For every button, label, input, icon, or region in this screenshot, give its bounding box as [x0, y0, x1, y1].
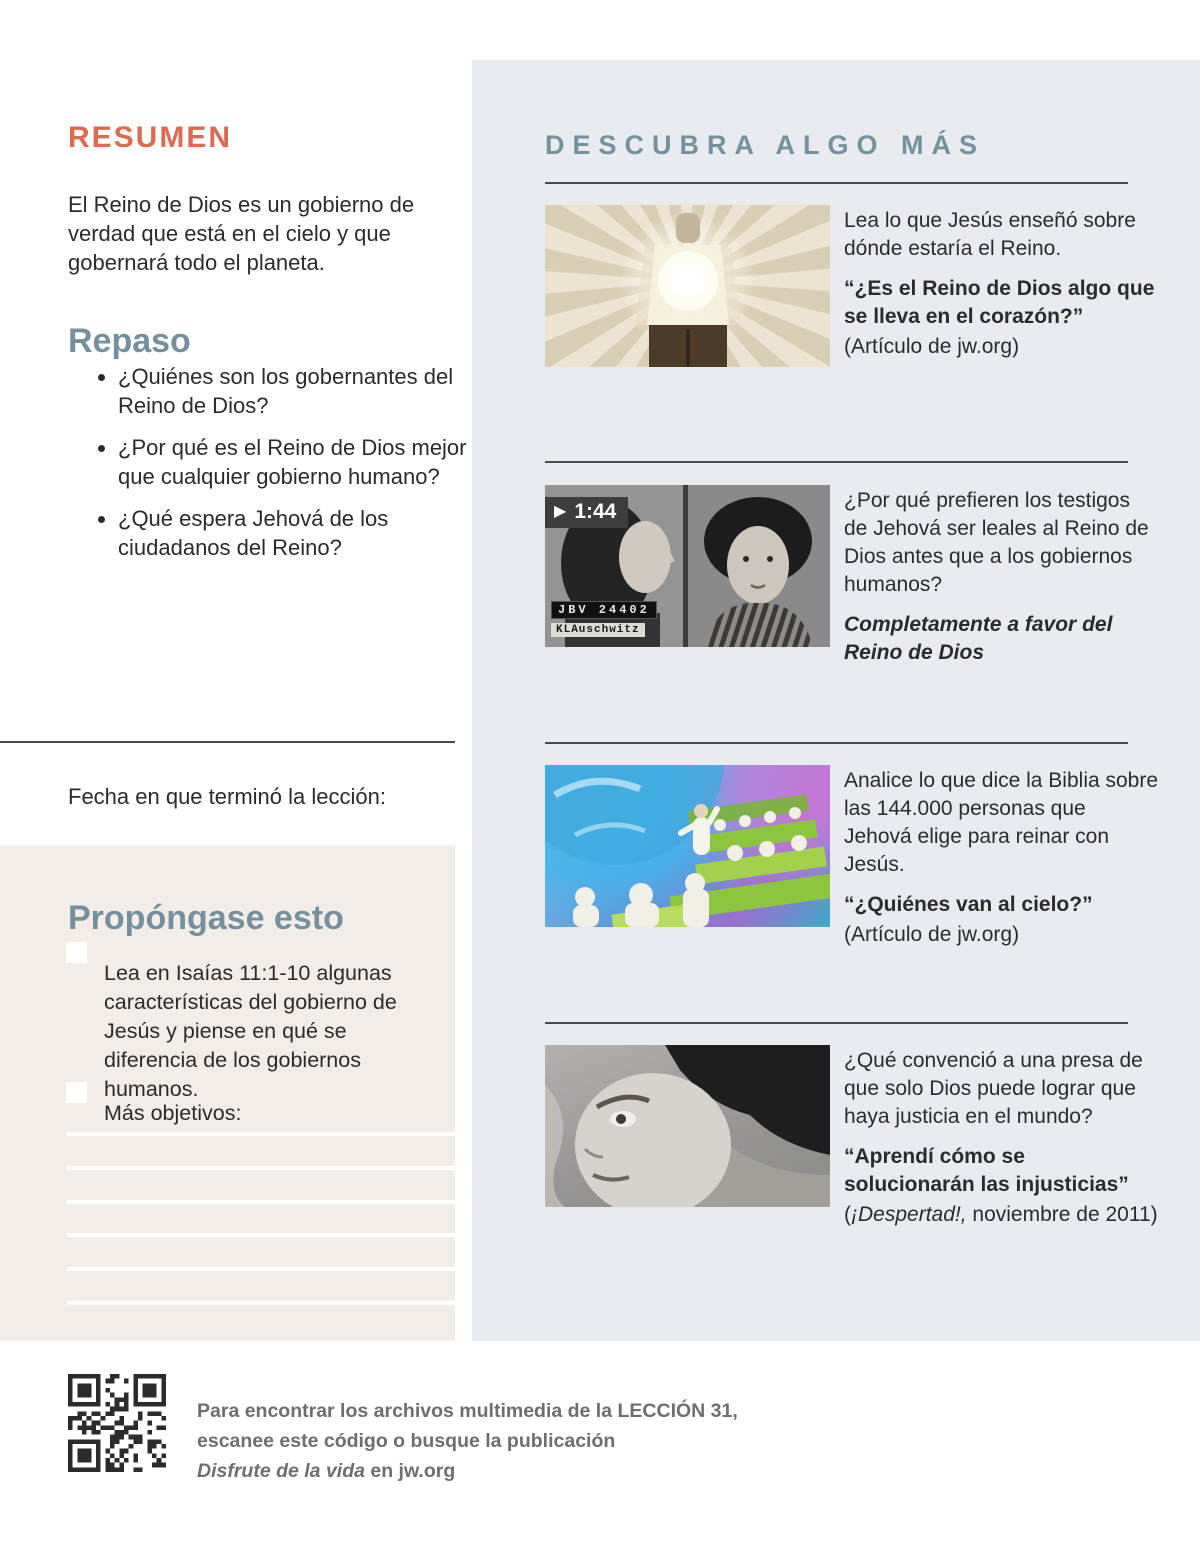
article-title[interactable]: “¿Quiénes van al cielo?”: [844, 893, 1093, 916]
woman-portrait-thumbnail[interactable]: [545, 1045, 830, 1207]
write-in-line[interactable]: [67, 1132, 455, 1136]
write-in-line[interactable]: [67, 1233, 455, 1237]
goals-title: Propóngase esto: [68, 899, 344, 938]
video-title[interactable]: Completamente a favor del Reino de Dios: [844, 613, 1113, 664]
divider: [0, 741, 455, 743]
footer-line: Para encontrar los archivos multimedia de la LECCIÓN 31,: [197, 1400, 738, 1422]
play-icon: ▶: [554, 503, 567, 520]
divider: [545, 1022, 1128, 1024]
lesson-completed-date-label: Fecha en que terminó la lección:: [68, 784, 386, 809]
item-text: [844, 767, 1159, 949]
heaven-thrones-thumbnail[interactable]: [545, 765, 830, 927]
repaso-list: [92, 362, 468, 575]
item-source: (¡Despertad!, noviembre de 2011): [844, 1203, 1158, 1226]
divider: [545, 461, 1128, 463]
prisoner-number-plate: JBV 24402: [551, 601, 657, 619]
item-lead: ¿Qué convenció a una presa de que solo Dios puede lograr que haya justicia en el mundo?: [844, 1049, 1143, 1128]
glowing-heart-man-illustration: [545, 205, 830, 367]
write-in-line[interactable]: [67, 1301, 455, 1305]
resumen-text: El Reino de Dios es un gobierno de verdad que está en el cielo y que gobernará todo el planeta.: [68, 192, 415, 275]
descubra-panel: [472, 60, 1200, 1341]
item-source: (Artículo de jw.org): [844, 923, 1020, 946]
article-title[interactable]: “Aprendí cómo se solucionarán las injusticias”: [844, 1145, 1129, 1196]
video-duration: 1:44: [574, 500, 617, 523]
repaso-item: • ¿Quiénes son los gobernantes del Reino de Dios?: [118, 362, 468, 420]
item-lead: Analice lo que dice la Biblia sobre las 144.000 personas que Jehová elige para reinar con Jesús.: [844, 769, 1159, 876]
publication-name: Disfrute de la vida: [197, 1460, 365, 1482]
write-in-line[interactable]: [67, 1200, 455, 1204]
goal-item: Más objetivos:: [104, 1100, 242, 1125]
item-text: [844, 487, 1159, 669]
divider: [545, 742, 1128, 744]
item-text: [844, 207, 1159, 361]
goal-checkbox[interactable]: [66, 942, 87, 963]
video-thumbnail-mugshots[interactable]: [545, 485, 830, 647]
goals-section: [0, 845, 455, 1341]
repaso-item: • ¿Por qué es el Reino de Dios mejor que cualquier gobierno humano?: [118, 433, 468, 491]
descubra-title: DESCUBRA ALGO MÁS: [545, 130, 986, 161]
footer-line: Disfrute de la vida en jw.org: [197, 1460, 456, 1482]
item-text: [844, 1047, 1159, 1229]
publication-name: ¡Despertad!,: [851, 1203, 967, 1226]
camp-name-plate: KLAuschwitz: [551, 623, 645, 637]
write-in-line[interactable]: [67, 1166, 455, 1170]
heavenly-thrones-illustration: [545, 765, 830, 927]
repaso-item: • ¿Qué espera Jehová de los ciudadanos del Reino?: [118, 504, 468, 562]
footer-instructions: [197, 1396, 738, 1486]
article-title[interactable]: “¿Es el Reino de Dios algo que se lleva en el corazón?”: [844, 277, 1155, 328]
item-lead: ¿Por qué prefieren los testigos de Jehová ser leales al Reino de Dios antes que a los gobiernos humanos?: [844, 489, 1149, 596]
qr-code: [68, 1374, 166, 1472]
write-in-line[interactable]: [67, 1267, 455, 1271]
item-source: (Artículo de jw.org): [844, 335, 1020, 358]
goal-checkbox[interactable]: [66, 1082, 87, 1103]
goal-item: Lea en Isaías 11:1-10 algunas características del gobierno de Jesús y piense en qué se diferencia de los gobiernos humanos.: [104, 960, 397, 1101]
item-lead: Lea lo que Jesús enseñó sobre dónde estaría el Reino.: [844, 209, 1136, 260]
video-duration-badge: [545, 497, 628, 528]
man-with-glowing-heart-thumbnail[interactable]: [545, 205, 830, 367]
resumen-title: RESUMEN: [68, 121, 233, 155]
divider: [545, 182, 1128, 184]
footer-line: escanee este código o busque la publicación: [197, 1430, 616, 1452]
repaso-title: Repaso: [68, 322, 191, 361]
woman-face-illustration: [545, 1045, 830, 1207]
